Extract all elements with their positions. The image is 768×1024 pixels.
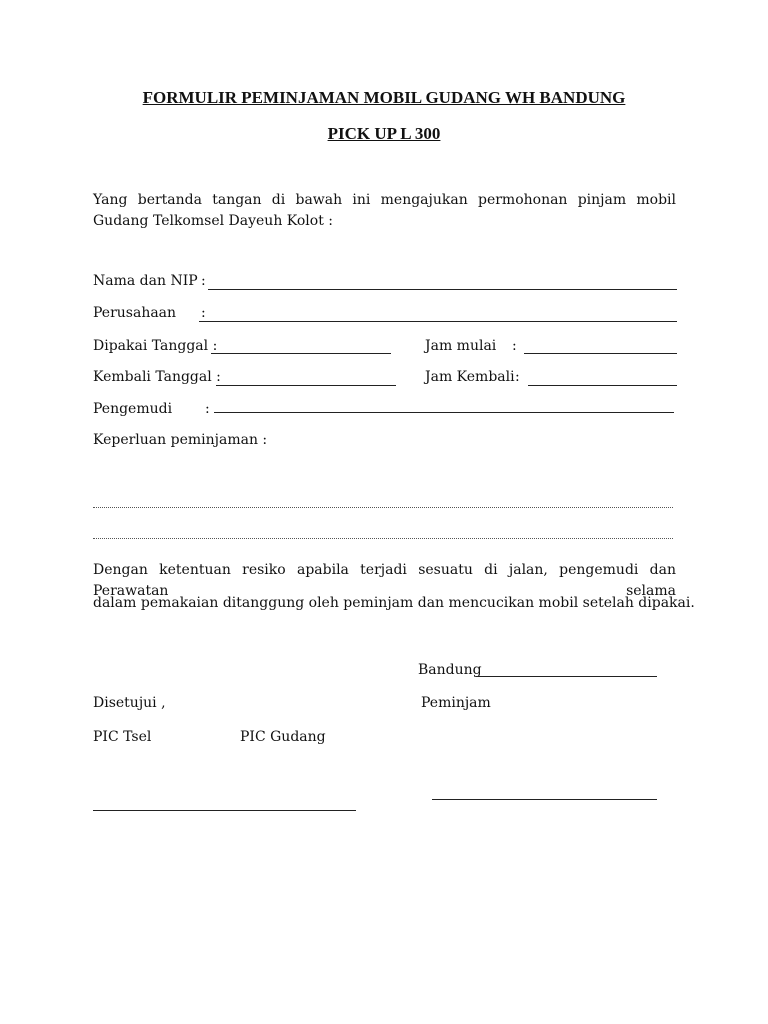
- pic-tsel-label: PIC Tsel: [93, 729, 152, 745]
- colon: :: [515, 369, 520, 385]
- bandung-label: Bandung: [418, 662, 482, 678]
- perusahaan-field[interactable]: [199, 321, 677, 322]
- kembali-tanggal-label: Kembali Tanggal :: [93, 369, 221, 385]
- nama-nip-field[interactable]: [208, 289, 677, 290]
- colon: :: [205, 401, 210, 417]
- nama-nip-label: Nama dan NIP: [93, 273, 198, 289]
- peminjam-label: Peminjam: [421, 695, 491, 711]
- date-field[interactable]: [476, 676, 657, 677]
- colon: :: [201, 305, 206, 321]
- jam-kembali-label: Jam Kembali: [425, 369, 515, 385]
- jam-kembali-field[interactable]: [528, 385, 677, 386]
- peminjam-signature-line[interactable]: [432, 799, 657, 800]
- dipakai-tanggal-field[interactable]: [211, 353, 391, 354]
- keperluan-label: Keperluan peminjaman :: [93, 432, 268, 448]
- perusahaan-label: Perusahaan: [93, 305, 177, 321]
- colon: :: [201, 273, 206, 289]
- terms-line-1: Dengan ketentuan resiko apabila terjadi sesuatu di jalan, pengemudi dan Perawatan selama: [93, 562, 676, 599]
- dipakai-tanggal-label: Dipakai Tanggal :: [93, 338, 218, 354]
- jam-mulai-field[interactable]: [524, 353, 677, 354]
- jam-mulai-label: Jam mulai: [425, 338, 497, 354]
- terms-line-2: dalam pemakaian ditanggung oleh peminjam dan mencucikan mobil setelah dipakai.: [93, 595, 695, 611]
- disetujui-label: Disetujui ,: [93, 695, 166, 711]
- pic-gudang-label: PIC Gudang: [240, 729, 326, 745]
- colon: :: [512, 338, 517, 354]
- pic-signature-line[interactable]: [93, 810, 356, 811]
- kembali-tanggal-field[interactable]: [216, 385, 396, 386]
- keperluan-line-2[interactable]: [93, 538, 673, 539]
- pengemudi-field[interactable]: [214, 412, 674, 413]
- keperluan-line-1[interactable]: [93, 507, 673, 508]
- pengemudi-label: Pengemudi: [93, 401, 173, 417]
- form-title: FORMULIR PEMINJAMAN MOBIL GUDANG WH BANDUNG: [142, 88, 626, 107]
- intro-paragraph: Yang bertanda tangan di bawah ini mengajukan permohonan pinjam mobil Gudang Telkomsel Dayeuh Kolot :: [93, 192, 676, 229]
- form-subtitle: PICK UP L 300: [327, 124, 441, 143]
